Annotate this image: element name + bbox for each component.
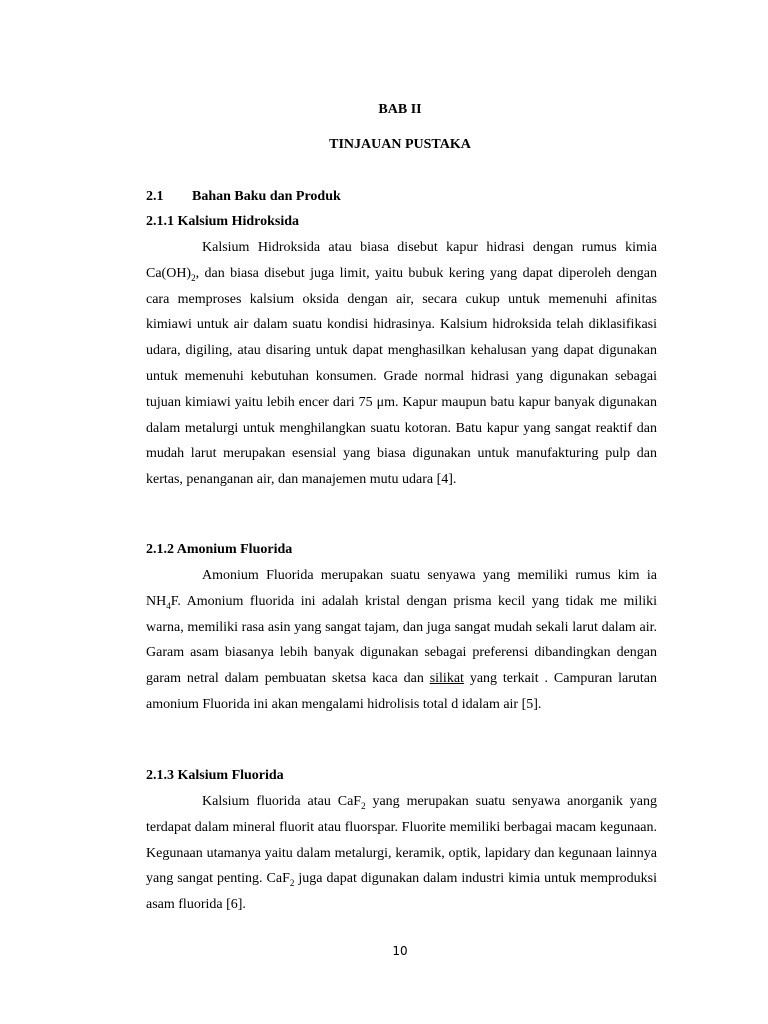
underlined-term: silikat <box>429 671 464 687</box>
subsection-heading-amonium-fluorida: 2.1.2 Amonium Fluorida <box>146 542 293 557</box>
paragraph-text: Amonium Fluorida merupakan suatu senyawa yang memiliki rumus kim ia NH <box>146 568 657 609</box>
section-title: Bahan Baku dan Produk <box>192 189 341 204</box>
subscript: 2 <box>289 878 295 889</box>
paragraph-text: yang merupakan suatu senyawa anorganik yang terdapat dalam mineral fluorit atau fluorspar. Fluorite memiliki berbagai macam kegunaan. Kegunaan utamanya yaitu dalam metalurgi, keramik, optik, lapidary dan kegunaan lainnya yang sangat penting. CaF <box>146 794 657 887</box>
subsection-heading-kalsium-hidroksida: 2.1.1 Kalsium Hidroksida <box>146 214 300 229</box>
subsection-heading-kalsium-fluorida: 2.1.3 Kalsium Fluorida <box>146 768 284 783</box>
paragraph-text: juga dapat digunakan dalam industri kimia untuk memproduksi asam fluorida [6]. <box>146 871 658 913</box>
paragraph-text: Kalsium fluorida atau CaF <box>202 794 362 809</box>
section-number: 2.1 <box>146 189 164 204</box>
paragraph-amonium-fluorida <box>146 563 657 718</box>
chapter-label: BAB II <box>378 102 422 117</box>
subscript: 4 <box>166 600 171 611</box>
paragraph-text: Kalsium Hidroksida atau biasa disebut kapur hidrasi dengan rumus kimia Ca(OH) <box>146 240 657 281</box>
subscript: 2 <box>191 272 196 283</box>
subscript: 2 <box>361 800 366 811</box>
paragraph-kalsium-hidroksida <box>146 235 657 493</box>
paragraph-text: , dan biasa disebut juga limit, yaitu bubuk kering yang dapat diperoleh dengan cara memproses kalsium oksida dengan air, secara cukup untuk memenuhi afinitas kimiawi untuk air dalam suatu kondisi hidrasinya. Kalsium hidroksida telah diklasifikasi udara, digiling, atau disaring untuk dapat menghasilkan kehalusan yang dapat digunakan untuk memenuhi kebutuhan konsumen. Grade normal hidrasi yang digunakan sebagai tujuan kimiawi yaitu lebih encer dari 75 μm. Kapur maupun batu kapur banyak digunakan dalam metalurgi untuk menghilangkan suatu kotoran. Batu kapur yang sangat reaktif dan mudah larut merupakan esensial yang biasa digunakan untuk manufakturing pulp dan kertas, penanganan air, dan manajemen mutu udara [4]. <box>146 265 657 488</box>
paragraph-text: yang terkait . Campuran larutan amonium Fluorida ini akan mengalami hidrolisis total d idalam air [5]. <box>146 671 657 712</box>
paragraph-text: F. Amonium fluorida ini adalah kristal dengan prisma kecil yang tidak me miliki warna, memiliki rasa asin yang sangat tajam, dan juga sangat mudah sekali larut dalam air. Garam asam biasanya lebih banyak digunakan sebagai preferensi dibandingkan dengan garam netral dalam pembuatan sketsa kaca dan <box>146 593 657 687</box>
section-heading-2-1 <box>146 189 341 205</box>
page-number: 10 <box>392 944 408 958</box>
paragraph-kalsium-fluorida <box>146 789 657 918</box>
chapter-title: TINJAUAN PUSTAKA <box>329 137 471 152</box>
